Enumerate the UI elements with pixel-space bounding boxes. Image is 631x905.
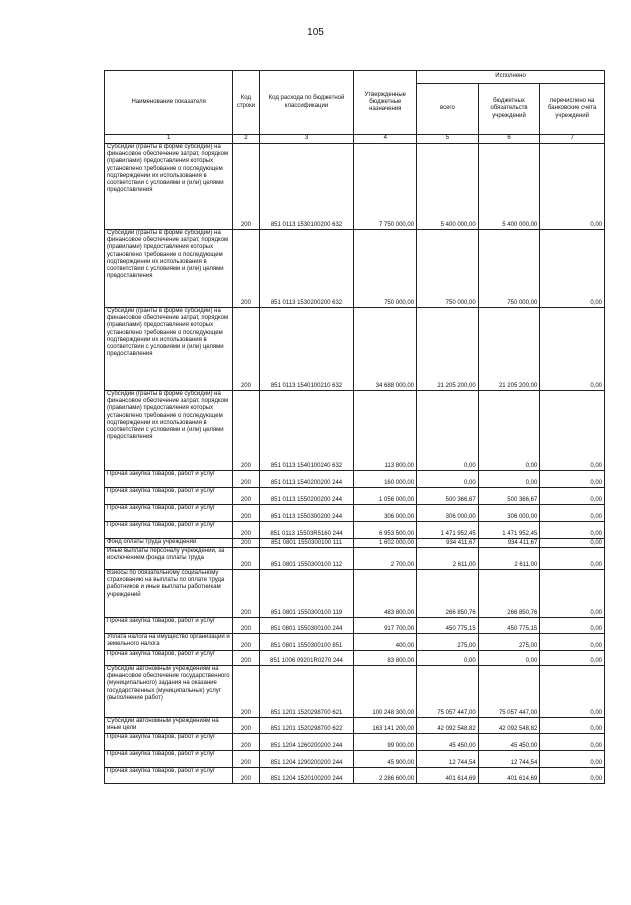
table-row: [105, 488, 605, 505]
row-line-code: 200: [233, 570, 259, 618]
header-transferred: перечислено на банковские счета учреждений: [540, 84, 605, 135]
row-transferred: 0,00: [540, 505, 605, 522]
row-budget-code: 851 1204 1260200200 244: [259, 734, 354, 751]
table-row: [105, 471, 605, 488]
row-total: 42 092 548,82: [417, 718, 479, 734]
row-transferred: 0,00: [540, 634, 605, 651]
col-number: 7: [540, 135, 605, 144]
row-obligations: 306 000,00: [478, 505, 540, 522]
row-approved: 163 141 200,00: [354, 718, 417, 734]
row-obligations: 0,00: [478, 391, 540, 471]
row-transferred: 0,00: [540, 522, 605, 539]
row-total: 45 450,00: [417, 734, 479, 751]
row-name: Субсидии (гранты в форме субсидий) на финансовое обеспечение затрат, порядком (правилами) предоставления которых установлено требование о последующем подтверждении их использования в соответствии с условиями и (или) целями предоставления: [105, 230, 233, 308]
row-line-code: 200: [233, 768, 259, 784]
row-approved: 113 800,00: [354, 391, 417, 471]
table-row: [105, 522, 605, 539]
row-name: Прочая закупка товаров, работ и услуг: [105, 618, 233, 634]
row-obligations: 2 611,00: [478, 548, 540, 570]
table-row: [105, 230, 605, 308]
row-name: Прочая закупка товаров, работ и услуг: [105, 505, 233, 522]
row-approved: 100 248 300,00: [354, 666, 417, 718]
col-number: 4: [354, 135, 417, 144]
row-transferred: 0,00: [540, 308, 605, 391]
row-line-code: 200: [233, 548, 259, 570]
table-row: [105, 539, 605, 548]
page-number: 105: [307, 27, 324, 38]
table-row: [105, 548, 605, 570]
row-obligations: 75 057 447,00: [478, 666, 540, 718]
row-approved: 6 953 500,00: [354, 522, 417, 539]
row-obligations: 1 471 952,45: [478, 522, 540, 539]
row-transferred: 0,00: [540, 230, 605, 308]
row-approved: 1 602 000,00: [354, 539, 417, 548]
row-transferred: 0,00: [540, 666, 605, 718]
row-total: 12 744,54: [417, 751, 479, 768]
row-obligations: 0,00: [478, 651, 540, 666]
row-name: Уплата налога на имущество организаций и земельного налога: [105, 634, 233, 651]
header-executed: Исполнено: [417, 71, 605, 84]
row-budget-code: 851 0113 15503R5160 244: [259, 522, 354, 539]
row-approved: 306 000,00: [354, 505, 417, 522]
row-total: 5 400 000,00: [417, 144, 479, 230]
row-obligations: 21 205 200,00: [478, 308, 540, 391]
table-row: [105, 666, 605, 718]
row-total: 75 057 447,00: [417, 666, 479, 718]
row-name: Субсидии автономным учреждениям на финансовое обеспечение государственного (муниципального) задания на оказание государственных (муниципальных) услуг (выполнение работ): [105, 666, 233, 718]
table-row: [105, 570, 605, 618]
row-budget-code: 851 0113 1550300200 244: [259, 505, 354, 522]
header-budget-obligations: бюджетных обязательств учреждений: [478, 84, 540, 135]
row-total: 0,00: [417, 651, 479, 666]
row-obligations: 275,00: [478, 634, 540, 651]
row-line-code: 200: [233, 651, 259, 666]
row-name: Прочая закупка товаров, работ и услуг: [105, 734, 233, 751]
row-approved: 2 286 600,00: [354, 768, 417, 784]
col-number: 3: [259, 135, 354, 144]
row-transferred: 0,00: [540, 651, 605, 666]
row-budget-code: 851 0113 1550200200 244: [259, 488, 354, 505]
row-name: Фонд оплаты труда учреждений: [105, 539, 233, 548]
table-header: [105, 71, 605, 144]
header-total: всего: [417, 84, 479, 135]
row-approved: 400,00: [354, 634, 417, 651]
col-number: 5: [417, 135, 479, 144]
row-obligations: 12 744,54: [478, 751, 540, 768]
row-line-code: 200: [233, 391, 259, 471]
row-obligations: 401 614,69: [478, 768, 540, 784]
row-approved: 750 000,00: [354, 230, 417, 308]
row-name: Прочая закупка товаров, работ и услуг: [105, 751, 233, 768]
table-row: [105, 144, 605, 230]
row-budget-code: 851 1201 1520298700 621: [259, 666, 354, 718]
row-approved: 99 000,00: [354, 734, 417, 751]
table-row: [105, 634, 605, 651]
row-transferred: 0,00: [540, 488, 605, 505]
row-total: 500 366,67: [417, 488, 479, 505]
row-name: Взносы по обязательному социальному страхованию на выплаты по оплате труда работников и иные выплаты работникам учреждений: [105, 570, 233, 618]
table-row: [105, 391, 605, 471]
row-transferred: 0,00: [540, 144, 605, 230]
header-budget-code: Код расхода по бюджетной классификации: [259, 71, 354, 135]
row-name: Субсидии автономным учреждениям на иные цели: [105, 718, 233, 734]
row-name: Прочая закупка товаров, работ и услуг: [105, 768, 233, 784]
row-approved: 1 056 000,00: [354, 488, 417, 505]
row-obligations: 500 366,67: [478, 488, 540, 505]
row-approved: 83 800,00: [354, 651, 417, 666]
row-approved: 2 700,00: [354, 548, 417, 570]
table-row: [105, 768, 605, 784]
header-line-code: Код строки: [233, 71, 259, 135]
row-budget-code: 851 1201 1520298700 622: [259, 718, 354, 734]
row-approved: 45 900,00: [354, 751, 417, 768]
row-approved: 7 750 000,00: [354, 144, 417, 230]
row-obligations: 5 400 000,00: [478, 144, 540, 230]
table-row: [105, 651, 605, 666]
row-obligations: 45 450,00: [478, 734, 540, 751]
row-transferred: 0,00: [540, 391, 605, 471]
row-name: Прочая закупка товаров, работ и услуг: [105, 522, 233, 539]
row-total: 1 471 952,45: [417, 522, 479, 539]
row-budget-code: 851 1204 1520100200 244: [259, 768, 354, 784]
row-transferred: 0,00: [540, 751, 605, 768]
row-transferred: 0,00: [540, 539, 605, 548]
row-total: 275,00: [417, 634, 479, 651]
row-budget-code: 851 0113 1530100200 632: [259, 144, 354, 230]
row-transferred: 0,00: [540, 718, 605, 734]
row-name: Субсидии (гранты в форме субсидий) на финансовое обеспечение затрат, порядком (правилами) предоставления которых установлено требование о последующем подтверждении их использования в соответствии с условиями и (или) целями предоставления: [105, 308, 233, 391]
row-obligations: 450 775,15: [478, 618, 540, 634]
row-approved: 917 700,00: [354, 618, 417, 634]
row-budget-code: 851 0113 1530200200 632: [259, 230, 354, 308]
row-total: 0,00: [417, 391, 479, 471]
table-row: [105, 734, 605, 751]
col-number: 2: [233, 135, 259, 144]
row-line-code: 200: [233, 634, 259, 651]
row-budget-code: 851 0801 1550300100 244: [259, 618, 354, 634]
table-row: [105, 751, 605, 768]
row-budget-code: 851 0801 1550300100 111: [259, 539, 354, 548]
row-total: 2 611,00: [417, 548, 479, 570]
col-number: 6: [478, 135, 540, 144]
row-name: Прочая закупка товаров, работ и услуг: [105, 471, 233, 488]
row-name: Иные выплаты персоналу учреждений, за исключением фонда оплаты труда: [105, 548, 233, 570]
row-line-code: 200: [233, 144, 259, 230]
row-obligations: 0,00: [478, 471, 540, 488]
row-transferred: 0,00: [540, 548, 605, 570]
row-transferred: 0,00: [540, 471, 605, 488]
row-line-code: 200: [233, 718, 259, 734]
row-obligations: 750 000,00: [478, 230, 540, 308]
row-transferred: 0,00: [540, 768, 605, 784]
row-budget-code: 851 1204 1290200200 244: [259, 751, 354, 768]
row-line-code: 200: [233, 230, 259, 308]
row-approved: 483 800,00: [354, 570, 417, 618]
row-obligations: 266 850,76: [478, 570, 540, 618]
row-budget-code: 851 0801 1550300100 119: [259, 570, 354, 618]
row-name: Прочая закупка товаров, работ и услуг: [105, 488, 233, 505]
budget-execution-table: [104, 70, 605, 784]
row-transferred: 0,00: [540, 618, 605, 634]
row-line-code: 200: [233, 522, 259, 539]
row-total: 401 614,69: [417, 768, 479, 784]
row-line-code: 200: [233, 488, 259, 505]
row-line-code: 200: [233, 751, 259, 768]
row-name: Субсидии (гранты в форме субсидий) на финансовое обеспечение затрат, порядком (правилами) предоставления которых установлено требование о последующем подтверждении их использования в соответствии с условиями и (или) целями предоставления: [105, 144, 233, 230]
row-transferred: 0,00: [540, 570, 605, 618]
table-row: [105, 618, 605, 634]
row-name: Прочая закупка товаров, работ и услуг: [105, 651, 233, 666]
row-transferred: 0,00: [540, 734, 605, 751]
table-row: [105, 718, 605, 734]
table-body: [105, 144, 605, 784]
row-line-code: 200: [233, 618, 259, 634]
header-approved: Утвержденные бюджетные назначения: [354, 71, 417, 135]
row-budget-code: 851 1006 09201R0270 244: [259, 651, 354, 666]
row-total: 934 411,67: [417, 539, 479, 548]
row-obligations: 42 092 548,82: [478, 718, 540, 734]
row-budget-code: 851 0801 1550300100 851: [259, 634, 354, 651]
row-line-code: 200: [233, 666, 259, 718]
row-total: 450 775,15: [417, 618, 479, 634]
row-total: 0,00: [417, 471, 479, 488]
row-approved: 160 000,00: [354, 471, 417, 488]
table-row: [105, 505, 605, 522]
row-budget-code: 851 0113 1540100240 632: [259, 391, 354, 471]
row-line-code: 200: [233, 505, 259, 522]
col-number: 1: [105, 135, 233, 144]
row-budget-code: 851 0113 1540200200 244: [259, 471, 354, 488]
row-budget-code: 851 0113 1540100210 632: [259, 308, 354, 391]
row-budget-code: 851 0801 1550300100 112: [259, 548, 354, 570]
header-name: Наименование показателя: [105, 71, 233, 135]
row-approved: 34 688 000,00: [354, 308, 417, 391]
row-line-code: 200: [233, 471, 259, 488]
row-name: Субсидии (гранты в форме субсидий) на финансовое обеспечение затрат, порядком (правилами) предоставления которых установлено требование о последующем подтверждении их использования в соответствии с условиями и (или) целями предоставления: [105, 391, 233, 471]
row-line-code: 200: [233, 734, 259, 751]
row-line-code: 200: [233, 539, 259, 548]
row-total: 266 850,76: [417, 570, 479, 618]
row-total: 21 205 200,00: [417, 308, 479, 391]
table-row: [105, 308, 605, 391]
row-total: 306 000,00: [417, 505, 479, 522]
row-obligations: 934 411,67: [478, 539, 540, 548]
row-total: 750 000,00: [417, 230, 479, 308]
row-line-code: 200: [233, 308, 259, 391]
